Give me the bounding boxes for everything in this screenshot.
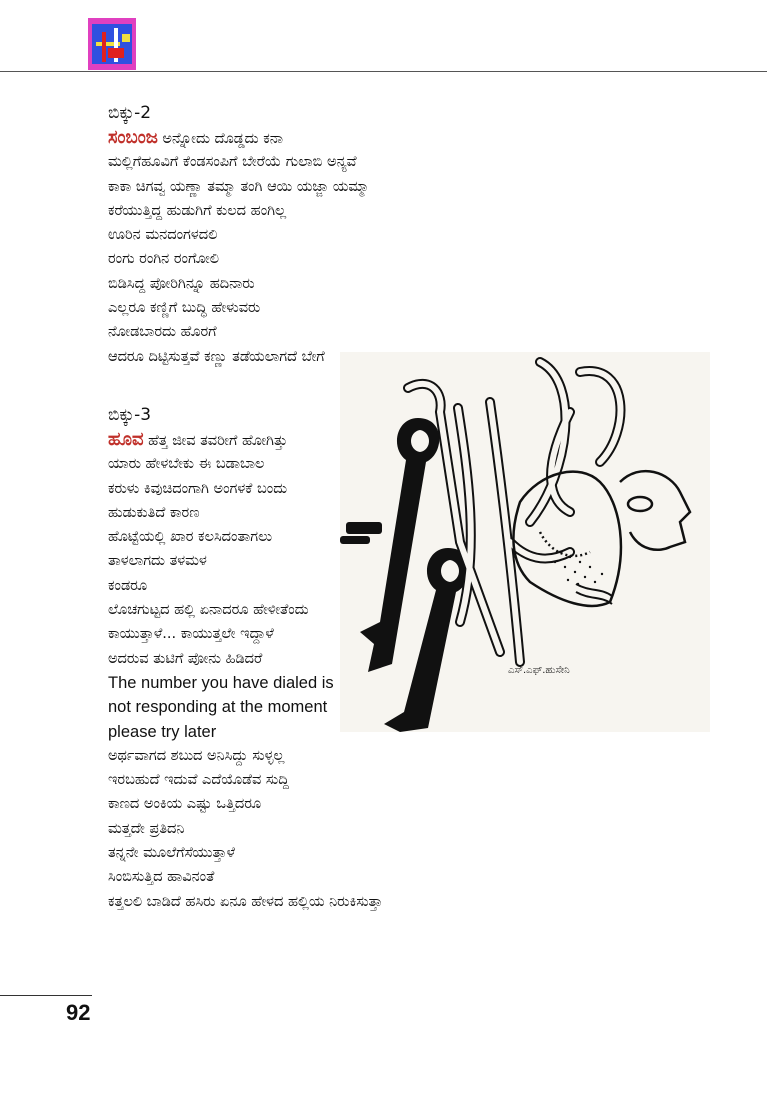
poem-bikku-2 — [108, 100, 508, 369]
poem-line: ಊರಿನ ಮನದಂಗಳದಲಿ — [108, 227, 218, 244]
poem-line: ಆದರೂ ದಿಟ್ಟಿಸುತ್ತವೆ ಕಣ್ಣು ತಡೆಯಲಾಗದೆ ಬೇಗೆ — [108, 348, 325, 365]
poem-line: ರಂಗು ರಂಗಿನ ರಂಗೋಲಿ — [108, 251, 220, 268]
poem-line: ಕಾಣದ ಅಂಕಿಯ ಎಷ್ಟು ಒತ್ತಿದರೂ — [108, 796, 262, 813]
poem-line: ಹೊಟ್ಟೆಯಲ್ಲಿ ಖಾರ ಕಲಸಿದಂತಾಗಲು — [108, 529, 273, 546]
poem-line: ಕಂಡರೂ — [108, 577, 148, 594]
poem-line: ಹುಡುಕುತಿದೆ ಕಾರಣ — [108, 504, 200, 521]
footer-rule — [0, 995, 92, 996]
poem-line: ಕಾಕಾ ಚಿಗವ್ವ ಯಣ್ಣಾ ತಮ್ಮಾ ತಂಗಿ ಆಯಿ ಯಜ್ಜಾ ಯಮ್ಮಾ — [108, 178, 370, 195]
poem-first-line — [108, 126, 508, 150]
poem-line: ತಾಳಲಾಗದು ತಳಮಳ — [108, 553, 207, 570]
poem-line: ಕಾಯುತ್ತಾಳೆ... ಕಾಯುತ್ತಲೇ ಇದ್ದಾಳೆ — [108, 626, 274, 643]
poem-first-line — [108, 428, 508, 452]
logo-bar-red — [102, 32, 106, 62]
poem-title: ಬಿಕ್ಕು-2 — [108, 103, 152, 123]
publisher-logo — [88, 18, 136, 70]
poem-english-line: please try later — [108, 722, 217, 741]
poem-english-line: not responding at the moment — [108, 698, 328, 717]
poem-line: ಲೊಚಗುಟ್ಟದ ಹಲ್ಲಿ ಏನಾದರೂ ಹೇಳೀತೆಂದು — [108, 602, 309, 619]
face-outline — [513, 471, 690, 606]
poem-line-text: ಅನ್ನೋದು ದೊಡ್ಡದು ಕನಾ — [157, 131, 283, 147]
poem-line: ಕತ್ತಲಲಿ ಬಾಡಿದೆ ಹಸಿರು ಏನೂ ಹೇಳದ ಹಲ್ಲಿಯ ನಿರುಕಿಸುತ್ತಾ — [108, 893, 383, 910]
logo-block-yellow — [122, 34, 130, 42]
poem-line: ಯಾರು ಹೇಳಬೇಕು ಈ ಬಡಾಬಾಲ — [108, 456, 265, 473]
poem-line: ಎಲ್ಲರೂ ಕಣ್ಣಿಗೆ ಬುದ್ಧಿ ಹೇಳುವರು — [108, 300, 261, 317]
poem-line: ನೋಡಬಾರದು ಹೊರಗೆ — [108, 324, 217, 341]
poem-lead-word: ಸಂಬಂಜ — [108, 127, 158, 148]
poem-line-text: ಹೆತ್ತ ಜೀವ ತವರೀಗೆ ಹೋಗಿತ್ತು — [143, 433, 288, 449]
poem-line: ತನ್ನನೇ ಮೂಲೆಗೆಸೆಯುತ್ತಾಳೆ — [108, 845, 236, 862]
poem-line: ಮಲ್ಲಿಗೆಹೂವಿಗೆ ಕೆಂಡಸಂಪಿಗೆ ಬೇರೆಯೆ ಗುಲಾಬಿ ಅನ್ಯವೆ — [108, 154, 357, 171]
poem-bikku-3 — [108, 402, 508, 914]
poem-lead-word: ಹೂವ — [108, 429, 144, 450]
poem-line: ಸಿಂಬಿಸುತ್ತಿದ ಹಾವಿನಂತೆ — [108, 869, 215, 886]
poem-line: ಕರೆಯುತ್ತಿದ್ದ ಹುಡುಗಿಗೆ ಕುಲದ ಹಂಗಿಲ್ಲ — [108, 202, 287, 219]
illustration-caption: ಎಸ್.ಎಫ್.ಹುಸೇನಿ — [508, 665, 570, 676]
header-rule — [0, 71, 767, 72]
poem-line: ಇರಬಹುದೆ ಇದುವೆ ಎದೆಯೊಡೆವ ಸುದ್ದಿ — [108, 772, 289, 789]
poem-line: ಅರ್ಥವಾಗದ ಶಬುದ ಅನಿಸಿದ್ದು ಸುಳ್ಳಲ್ಲ — [108, 747, 285, 764]
poem-line: ಬಿಡಿಸಿದ್ದ ಪೋರಿಗಿನ್ನೂ ಹದಿನಾರು — [108, 275, 255, 292]
logo-block-red — [108, 48, 124, 58]
poem-line: ಕರುಳು ಕಿವುಚಿದಂಗಾಗಿ ಅಂಗಳಕೆ ಬಂದು — [108, 480, 288, 497]
poem-english-line: The number you have dialed is — [108, 673, 334, 692]
poem-line: ಮತ್ತದೇ ಪ್ರತಿದನಿ — [108, 820, 185, 837]
page-number: 92 — [66, 1000, 91, 1025]
poem-title: ಬಿಕ್ಕು-3 — [108, 405, 152, 425]
poem-line: ಅದರುವ ತುಟಿಗೆ ಪೋನು ಹಿಡಿದರೆ — [108, 650, 263, 667]
